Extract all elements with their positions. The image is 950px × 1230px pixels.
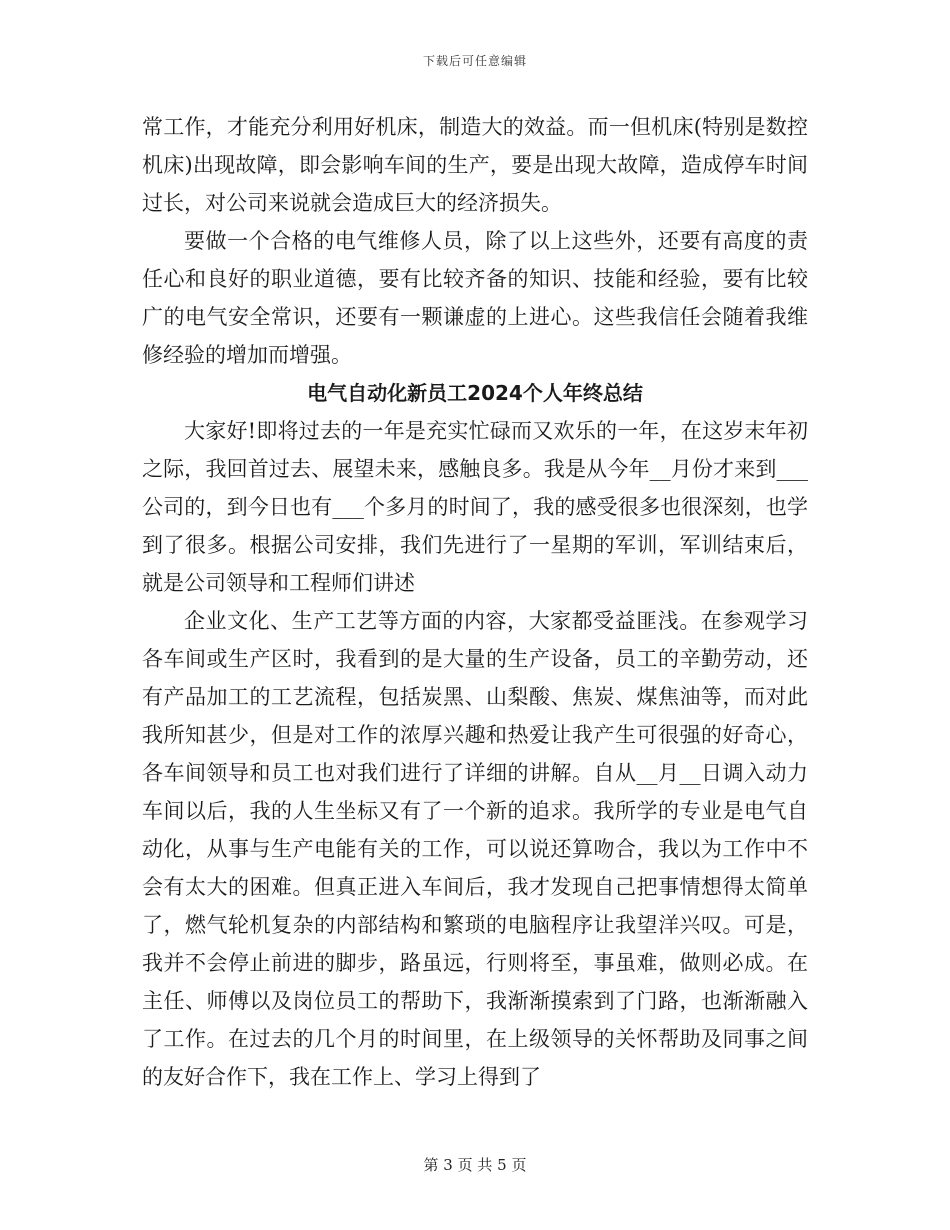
paragraph: 要做一个合格的电气维修人员，除了以上这些外，还要有高度的责任心和良好的职业道德，要有比较齐备的知识、技能和经验，要有比较广的电气安全常识，还要有一颗谦虚的上进心。这些我信任会随着我维修经验的增加而增强。 [142,229,808,367]
document-body [142,108,808,1096]
section-title: 电气自动化新员工2024个人年终总结 [307,381,643,405]
page-number: 第 3 页 共 5 页 [423,1156,527,1174]
paragraph: 大家好!即将过去的一年是充实忙碌而又欢乐的一年，在这岁末年初之际，我回首过去、展望未来，感触良多。我是从今年__月份才来到___公司的，到今日也有___个多月的时间了，我的感受很多也很深刻，也学到了很多。根据公司安排，我们先进行了一星期的军训，军训结束后，就是公司领导和工程师们讲述 [142,419,808,595]
paragraph: 常工作，才能充分利用好机床，制造大的效益。而一但机床(特别是数控机床)出现故障，即会影响车间的生产，要是出现大故障，造成停车时间过长，对公司来说就会造成巨大的经济损失。 [142,115,808,215]
paragraph: 企业文化、生产工艺等方面的内容，大家都受益匪浅。在参观学习各车间或生产区时，我看到的是大量的生产设备，员工的辛勤劳动，还有产品加工的工艺流程，包括炭黑、山梨酸、焦炭、煤焦油等，而对此我所知甚少，但是对工作的浓厚兴趣和热爱让我产生可很强的好奇心，各车间领导和员工也对我们进行了详细的讲解。自从__月__日调入动力车间以后，我的人生坐标又有了一个新的追求。我所学的专业是电气自动化，从事与生产电能有关的工作，可以说还算吻合，我以为工作中不会有太大的困难。但真正进入车间后，我才发现自己把事情想得太简单了，燃气轮机复杂的内部结构和繁琐的电脑程序让我望洋兴叹。可是，我并不会停止前进的脚步，路虽远，行则将至，事虽难，做则必成。在主任、师傅以及岗位员工的帮助下，我渐渐摸索到了门路，也渐渐融入了工作。在过去的几个月的时间里，在上级领导的关怀帮助及同事之间的友好合作下，我在工作上、学习上得到了 [142,609,808,1089]
page-header: 下载后可任意编辑 [422,54,527,68]
